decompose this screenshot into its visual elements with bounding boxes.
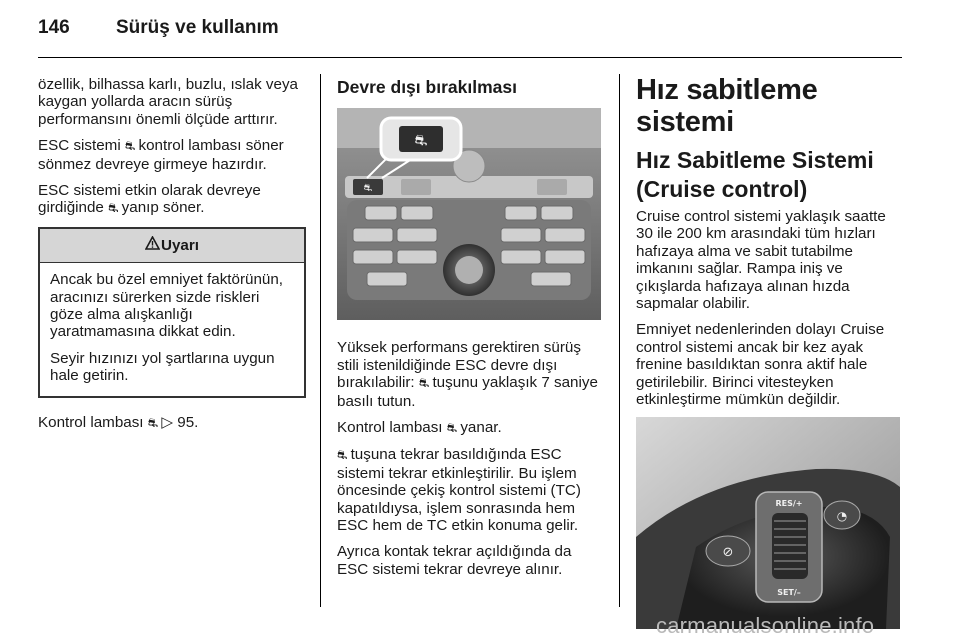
warning-box	[38, 227, 306, 398]
text-fragment: Kontrol lambası	[38, 413, 148, 431]
column-1	[38, 76, 306, 441]
text-fragment: yanıp söner.	[117, 199, 205, 217]
text-fragment: Kontrol lambası	[337, 419, 447, 437]
paragraph	[38, 182, 306, 218]
esc-off-icon: ⛐	[147, 415, 158, 430]
svg-text:⛐: ⛐	[414, 131, 428, 150]
warning-triangle-icon	[145, 236, 160, 254]
column-divider-2	[619, 74, 620, 607]
text-fragment: tuşuna tekrar basıldığında ESC sistemi tekrar etkinleştirilir. Bu işlem öncesinde çekiş kontrol sistemi (TC) kapatıldıysa, işlem sonrasında hem ESC hem de TC etkin konuma gelir.	[337, 446, 581, 535]
paragraph	[337, 446, 605, 534]
text-fragment: yanar.	[456, 419, 502, 437]
column-2	[337, 78, 605, 587]
paragraph: özellik, bilhassa karlı, buzlu, ıslak veya kaygan yollarda aracın sürüş performansını önemli ölçüde arttırır.	[38, 76, 298, 128]
warning-text: Seyir hızınızı yol şartlarına uygun hale getirin.	[50, 349, 275, 385]
center-console-photo	[337, 108, 601, 320]
warning-text: Ancak bu özel emniyet faktörünün, aracınızı sürerken sizde riskleri göze alma alışkanlığı yaratmamasına dikkat edin.	[50, 271, 284, 341]
paragraph	[38, 137, 306, 173]
paragraph	[337, 419, 605, 437]
esc-off-icon: ⛐	[337, 448, 347, 463]
page-reference[interactable]: 95.	[177, 413, 199, 431]
text-fragment: Yüksek performans gerektiren sürüş stili istenildiğinde ESC devre dışı bırakılabilir:	[337, 339, 581, 392]
section-title: Sürüş ve kullanım	[116, 17, 279, 38]
paragraph: Cruise control sistemi yaklaşık saatte 30 ile 200 km arasındaki tüm hızları hafızaya alma ve sabit tutabilme imkanını sağlar. Rampa iniş ve çıkışlarda hafızaya alınan hızda sapmalar olabilir.	[636, 208, 886, 313]
page-header	[38, 17, 279, 39]
section-heading: Devre dışı bırakılması	[337, 77, 517, 97]
steering-wheel-cruise-control-photo	[636, 417, 900, 629]
column-3	[636, 74, 904, 629]
text-fragment: ESC sistemi etkin olarak devreye girdiğinde	[38, 182, 261, 217]
warning-header	[40, 229, 304, 263]
paragraph: Emniyet nedenlerinden dolayı Cruise control sistemi ancak bir kez ayak frenine basıldıktan sonra aktif hale getirilebilir. Birinci vitesteyken etkinleştirme mümkün değildir.	[636, 321, 885, 409]
header-rule	[38, 57, 902, 58]
chapter-heading: Hız sabitleme sistemi	[636, 74, 818, 138]
column-divider-1	[320, 74, 321, 607]
esc-off-icon: ⛐	[418, 376, 429, 391]
esc-warning-lamp-icon: ⛐	[446, 421, 457, 436]
svg-text:⛐: ⛐	[363, 183, 373, 195]
set-label: SET/–	[777, 588, 801, 598]
text-fragment: tuşunu yaklaşık 7 saniye basılı tutun.	[337, 374, 598, 410]
warning-body	[40, 263, 304, 395]
text-fragment: ESC sistemi	[38, 137, 125, 155]
esc-off-icon: ⛐	[108, 201, 118, 216]
paragraph: Ayrıca kontak tekrar açıldığında da ESC sistemi tekrar devreye alınır.	[337, 543, 572, 578]
text-fragment: kontrol lambası söner sönmez devreye girmeye hazırdır.	[38, 137, 284, 173]
paragraph	[38, 414, 306, 432]
page-number: 146	[38, 17, 70, 38]
warning-title: Uyarı	[161, 236, 199, 254]
watermark: carmanualsonline.info	[656, 613, 875, 638]
paragraph	[337, 339, 605, 410]
svg-text:◔: ◔	[836, 509, 848, 524]
page-reference-arrow-icon: ▷	[161, 413, 174, 431]
svg-text:⊘: ⊘	[722, 545, 734, 561]
esc-off-icon: ⛐	[124, 139, 135, 154]
sub-heading: Hız Sabitleme Sistemi (Cruise control)	[636, 147, 874, 202]
res-label: RES/+	[775, 499, 803, 509]
